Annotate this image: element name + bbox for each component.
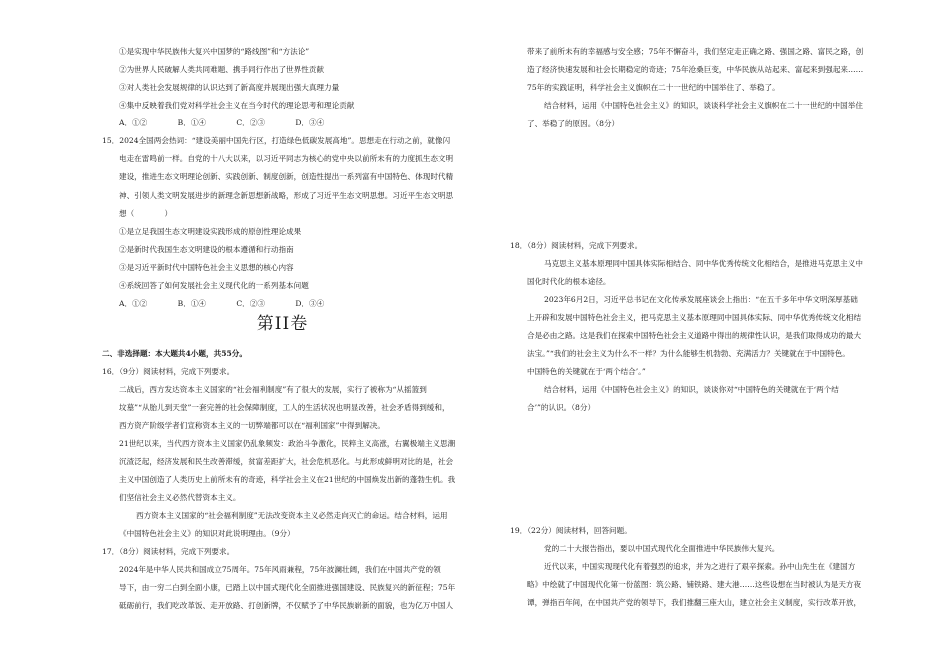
q14-choices: A．①② B．①④ C．②③ D．③④: [119, 118, 325, 127]
q15-option-2: ②是新时代我国生态文明建设的根本遵循和行动指南: [119, 245, 294, 254]
q14-option-4: ④集中反映着我们党对科学社会主义在当今时代的理论思考和理论贡献: [119, 101, 355, 110]
q16-line-4: 21世纪以来，当代西方资本主义国家仍乱象频发：政治斗争激化，民粹主义高涨，右翼极端主义思潮: [119, 439, 456, 448]
q14-option-2: ②为世界人民破解人类共同难题、携手同行作出了世界性贡献: [119, 65, 325, 74]
q18-line-2: 国化时代化的根本途径。: [527, 277, 611, 286]
q18-line-1: 马克思主义基本原理同中国具体实际相结合、同中华优秀传统文化相结合，是推进马克思主义中: [544, 259, 863, 268]
q17-heading: 17．（8分）阅读材料，完成下列要求。: [102, 547, 235, 556]
q16-heading: 16．（9分）阅读材料，完成下列要求。: [102, 367, 235, 376]
q16-line-3: 西方资产阶级学者们宣称资本主义的一切弊端都可以在“福利国家”中得到解决。: [119, 421, 385, 430]
q16-line-5: 沉渣泛起，经济发展和民生改善滞缓，贫富差距扩大，社会危机恶化。与此形成鲜明对比的是，社会: [119, 457, 454, 466]
q16-line-2: 坟墓”“从胎儿到天堂”一套完善的社会保障制度，工人的生活状况也明显改善，社会矛盾得到缓和，: [119, 403, 450, 412]
q18-line-6: 法宝。”“我们的社会主义为什么不一样？为什么能够生机勃勃、充满活力？关键就在于中国特色。: [527, 349, 850, 358]
section-title: 第II卷: [256, 314, 309, 334]
q18-line-8: 结合材料，运用《中国特色社会主义》的知识，谈谈你对“中国特色的关键就在于‘两个结: [544, 385, 839, 394]
q15-option-4: ④系统回答了如何发展社会主义现代化的一系列基本问题: [119, 281, 309, 290]
q17-line-2: 导下，由一穷二白到全面小康，已踏上以中国式现代化全面推进强国建设、民族复兴的新征程；75年: [119, 583, 456, 592]
q18-line-3: 2023年6月2日，习近平总书记在文化传承发展座谈会上指出：“在五千多年中华文明深厚基础: [544, 295, 858, 304]
q15-line-3: 建设，推进生态文明理论创新、实践创新、制度创新，创造性提出一系列富有中国特色、体现时代精: [119, 172, 454, 181]
q15-line-4: 神、引领人类文明发展进步的新理念新思想新战略，形成了习近平生态文明思想。习近平生态文明思: [119, 191, 454, 200]
q15-choices: A．①② B．①④ C．②③ D．③④: [119, 299, 325, 308]
q15-line-5: 想（ ）: [119, 209, 173, 218]
q16-line-1: 二战后，西方发达资本主义国家的“社会福利制度”有了很大的发展，实行了被称为“从摇篮到: [119, 385, 427, 394]
q17-line-1: 2024年是中华人民共和国成立75周年。75年风雨兼程，75年波澜壮阔，我们在中国共产党的领: [119, 565, 441, 574]
q17-cont-line-3: 75年的实践证明，科学社会主义旗帜在二十一世纪的中国举住了、举稳了。: [527, 83, 780, 92]
q17-line-3: 砥砺前行，我们吃改革饭、走开放路、打创新牌，不仅赋予了中华民族崭新的面貌，也为亿万中国人: [119, 601, 454, 610]
q15-option-3: ③是习近平新时代中国特色社会主义思想的核心内容: [119, 263, 294, 272]
part2-heading: 二、非选择题：本大题共4小题，共55分。: [102, 349, 247, 358]
q14-option-3: ③对人类社会发展规律的认识达到了新高度并展现出强大真理力量: [119, 83, 340, 92]
q16-line-6: 主义中国创造了人类历史上前所未有的奇迹，科学社会主义在21世纪的中国焕发出新的蓬勃生机。我: [119, 475, 456, 484]
q19-line-4: 谭，弹指百年间，在中国共产党的领导下，我们推翻三座大山，建立社会主义制度，实行改革开放，: [527, 598, 862, 607]
q19-heading: 19．（22分）阅读材料，回答问题。: [510, 526, 632, 535]
q17-cont-line-5: 了、举稳了的原因。（8分）: [527, 119, 620, 128]
q16-line-9: 《中国特色社会主义》的知识对此说明理由。（9分）: [119, 529, 295, 538]
q18-line-5: 合是必由之路。这是我们在探索中国特色社会主义道路中得出的规律性认识，是我们取得成功的最大: [527, 331, 862, 340]
q16-line-8: 西方资本主义国家的“社会福利制度”无法改变资本主义必然走向灭亡的命运。结合材料，运用: [136, 511, 448, 520]
q18-line-4: 上开辟和发展中国特色社会主义，把马克思主义基本原理同中国具体实际、同中华优秀传统文化相结: [527, 313, 862, 322]
q15-line-2: 电走在雷鸣前一样。自党的十八大以来，以习近平同志为核心的党中央以前所未有的力度抓生态文明: [119, 154, 454, 163]
q14-option-1: ①是实现中华民族伟大复兴中国梦的“路线图”和“方法论”: [119, 47, 310, 56]
q18-line-9: 合’”的认识。（8分）: [527, 403, 596, 412]
q15-line-1: 15．2024全国两会热词：“建设美丽中国先行区，打造绿色低碳发展高地”。思想走在行动之前，就像闪: [102, 136, 451, 145]
q18-line-7: 中国特色的关键就在于‘两个结合’。”: [527, 367, 646, 376]
q19-line-3: 略》中绘就了中国现代化第一份蓝图：筑公路、铺铁路、建大港……这些设想在当时被认为是天方夜: [527, 580, 862, 589]
q17-cont-line-4: 结合材料，运用《中国特色社会主义》的知识，谈谈科学社会主义旗帜在二十一世纪的中国举住: [544, 101, 863, 110]
q18-heading: 18．（8分）阅读材料，完成下列要求。: [510, 241, 643, 250]
q15-option-1: ①是立足我国生态文明建设实践形成的原创性理论成果: [119, 227, 302, 236]
q17-cont-line-1: 带来了前所未有的幸福感与安全感；75年不懈奋斗，我们坚定走正确之路、强国之路、富民之路，创: [527, 47, 864, 56]
q19-line-1: 党的二十大报告指出，要以中国式现代化全面推进中华民族伟大复兴。: [544, 544, 780, 553]
q16-line-7: 们坚信社会主义必然代替资本主义。: [119, 493, 241, 502]
q19-line-2: 近代以来，中国实现现代化有着强烈的追求，并为之进行了艰辛探索。孙中山先生在《建国方: [544, 562, 856, 571]
q17-cont-line-2: 造了经济快速发展和社会长期稳定的奇迹；75年沧桑巨变，中华民族从站起来、富起来到强起来……: [527, 65, 864, 74]
